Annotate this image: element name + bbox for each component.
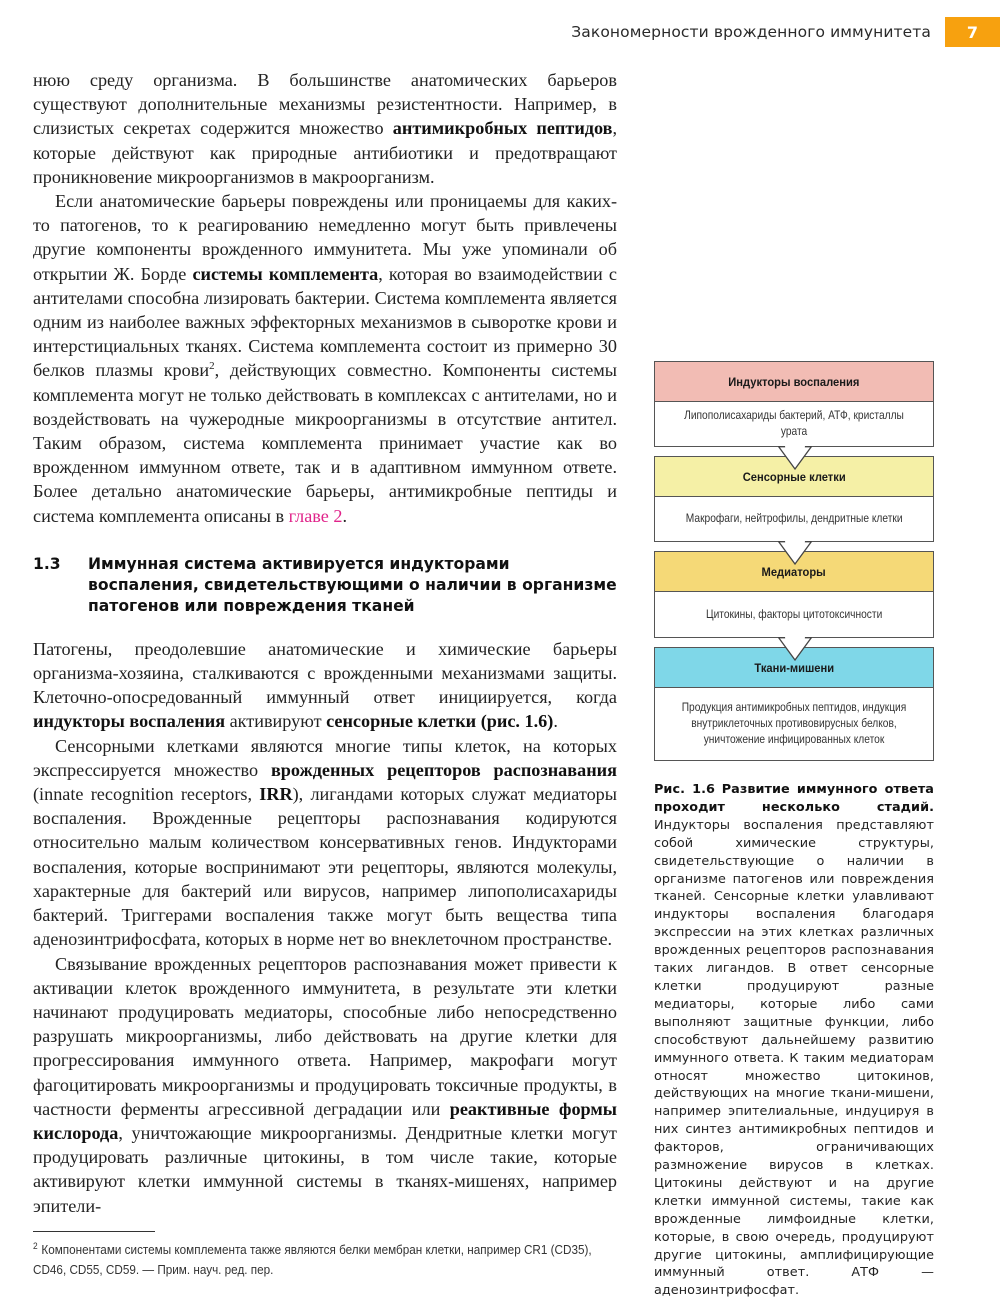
paragraph xyxy=(33,952,617,1218)
stage-description xyxy=(655,592,933,637)
stage-description-text: Цитокины, факторы цитотоксичности xyxy=(705,607,883,621)
figure-caption xyxy=(654,781,934,1300)
stage-description-text: Макрофаги, нейтрофилы, дендритные клетки xyxy=(685,512,903,525)
arrow-connector xyxy=(654,638,934,647)
stage-description-text: Продукция антимикробных пептидов, индукция внутриклеточных противовирусных белков, уничтожение инфицированных клеток xyxy=(681,701,907,746)
stage-description xyxy=(655,688,933,760)
bold-term: сенсорные клетки (рис. 1.6) xyxy=(326,711,554,732)
footnote-divider xyxy=(33,1231,155,1232)
paragraphs-after-section xyxy=(33,637,617,1218)
section-number: 1.3 xyxy=(33,554,61,573)
text-run: Патогены, преодолевшие анатомические и химические барьеры организма-хозяина, сталкиваются с врожденными механизмами защиты. Клеточно-опосредованный иммунный ответ инициируется, когда xyxy=(33,638,617,708)
footnote-marker: 2 xyxy=(33,1240,38,1251)
running-header xyxy=(560,17,1000,47)
text-run: Сенсорными клетками являются многие типы клеток, на которых экспрессируется множество xyxy=(33,735,617,780)
running-title: Закономерности врожденного иммунитета xyxy=(571,23,931,41)
stage-description xyxy=(655,402,933,446)
paragraph xyxy=(33,189,617,528)
stage-title-text: Медиаторы xyxy=(761,564,827,579)
arrow-connector xyxy=(654,447,934,456)
caption-label: Рис. 1.6 xyxy=(654,782,715,797)
diagram-stage xyxy=(654,647,934,761)
paragraph xyxy=(33,734,617,952)
text-run: . xyxy=(553,711,558,732)
bold-term: IRR xyxy=(259,784,293,805)
bold-term: индукторы воспаления xyxy=(33,711,226,732)
down-arrow-icon xyxy=(778,541,812,565)
chapter-link[interactable]: главе 2 xyxy=(288,505,343,526)
diagram-stage xyxy=(654,361,934,447)
section-heading xyxy=(33,554,617,617)
stage-description-text: Липополисахариды бактерий, АТФ, кристаллы урата xyxy=(684,409,904,438)
paragraphs-before-section xyxy=(33,68,617,528)
footnote-ref: 2 xyxy=(209,360,215,373)
page-number-badge: 7 xyxy=(945,17,1000,47)
text-run: Если анатомические барьеры повреждены или проницаемы для каких-то патогенов, то к реагированию немедленно могут быть привлечены другие компоненты врожденного иммунитета. Мы уже упоминали об открытии Ж. Борде xyxy=(33,191,617,284)
bold-term: системы комплемента xyxy=(192,263,379,284)
stage-title-text: Индукторы воспаления xyxy=(728,374,860,389)
text-run: . xyxy=(342,505,348,526)
text-run: , которые действуют как природные антибиотики и предотвращают проникновение микроорганизмов в макроорганизм. xyxy=(33,118,618,187)
text-run: , уничтожающие микроорганизмы. Дендритные клетки могут продуцировать различные цитокины, в том числе такие, которые активируют клетки иммунной системы в тканях-мишенях, например эпители- xyxy=(33,1122,617,1216)
text-run: ), лигандами которых служат медиаторы воспаления. Врожденные рецепторы распознавания кодируются относительно малым количеством консервативных генов. Индукторами воспаления, которые воспринимают эти рецепторы, являются молекулы, характерные для бактерий или вирусов, например липополисахариды бактерий. Триггерами воспаления также могут быть вещества типа аденозинтрифосфата, которых в норме нет во внеклеточном пространстве. xyxy=(33,784,617,950)
down-arrow-icon xyxy=(778,637,812,661)
footnote xyxy=(33,1240,624,1280)
main-text-column xyxy=(33,68,617,1218)
bold-term: реактивные формы кислорода xyxy=(33,1098,617,1143)
caption-title: Развитие иммунного ответа проходит несколько стадий. xyxy=(654,782,934,815)
section-title: Иммунная система активируется индукторами воспаления, свидетельствующими о наличии в организме патогенов или повреждения тканей xyxy=(88,554,617,615)
bold-term: антимикробных пептидов xyxy=(392,118,613,139)
figure-1-6-flow-diagram xyxy=(654,361,934,761)
text-run: активируют xyxy=(225,711,327,732)
stage-title-text: Сенсорные клетки xyxy=(742,469,846,484)
arrow-connector xyxy=(654,542,934,551)
text-run: Связывание врожденных рецепторов распознавания может привести к активации клеток врожденного иммунитета, в результате эти клетки начинают продуцировать медиаторы, способные либо непосредственно разрушать микроорганизмы, либо действовать на другие клетки для прогрессирования иммунного ответа. Например, макрофаги могут фагоцитировать микроорганизмы и продуцировать токсичные продукты, в частности ферменты агрессивной деградации или xyxy=(33,953,617,1119)
paragraph xyxy=(33,68,617,189)
paragraph xyxy=(33,637,617,734)
stage-description xyxy=(655,497,933,541)
text-run: нюю среду организма. В большинстве анатомических барьеров существуют дополнительные механизмы резистентности. Например, в слизистых секретах содержится множество xyxy=(33,70,617,139)
down-arrow-icon xyxy=(778,446,812,470)
bold-term: врожденных рецепторов распознавания xyxy=(270,759,617,780)
caption-text: Индукторы воспаления представляют собой химические структуры, свидетельствующие о наличии в организме патогенов или повреждения тканей. Сенсорные клетки улавливают индукторы воспаления благодаря экспрессии на этих клетках различных врожденных рецепторов распознавания таких лигандов. В ответ сенсорные клетки продуцируют разные медиаторы, которые либо сами выполняют защитные функции, либо способствуют дальнейшему развитию иммунного ответа. К таким медиаторам относят множество цитокинов, действующих на многие ткани-мишени, например эпителиальные, индуцируя в них синтез антимикробных пептидов и факторов, ограничивающих размножение вирусов в клетках. Цитокины действуют и на другие клетки иммунной системы, такие как врожденные лимфоидные клетки, которые, в свою очередь, продуцируют другие цитокины, амплифицирующие иммунный ответ. АТФ — аденозинтрифосфат. xyxy=(654,817,934,1299)
stage-title-text: Ткани-мишени xyxy=(754,660,834,675)
stage-title xyxy=(655,362,933,402)
text-run: , которая во взаимодействии с антителами способна лизировать бактерии. Система комплемента является одним из наиболее важных эффекторных механизмов в сыворотке крови и интерстициальных тканях. Система комплемента состоит из примерно 30 белков плазмы крови xyxy=(33,263,617,381)
text-run: (innate recognition receptors, xyxy=(33,784,260,805)
text-run: , действующих совместно. Компоненты системы комплемента могут не только действовать в комплексах с антителами, но и воздействовать на чужеродные микроорганизмы в отсутствие антител. Таким образом, система комплемента принимает участие как во врожденном иммунном ответе, так и в адаптивном иммунном ответе. Более детально анатомические барьеры, антимикробные пептиды и система комплемента описаны в xyxy=(33,360,618,526)
footnote-text: Компонентами системы комплемента также являются белки мембран клетки, например CR1 (CD35), CD46, CD55, CD59. — Прим. науч. ред. пер. xyxy=(33,1243,592,1277)
